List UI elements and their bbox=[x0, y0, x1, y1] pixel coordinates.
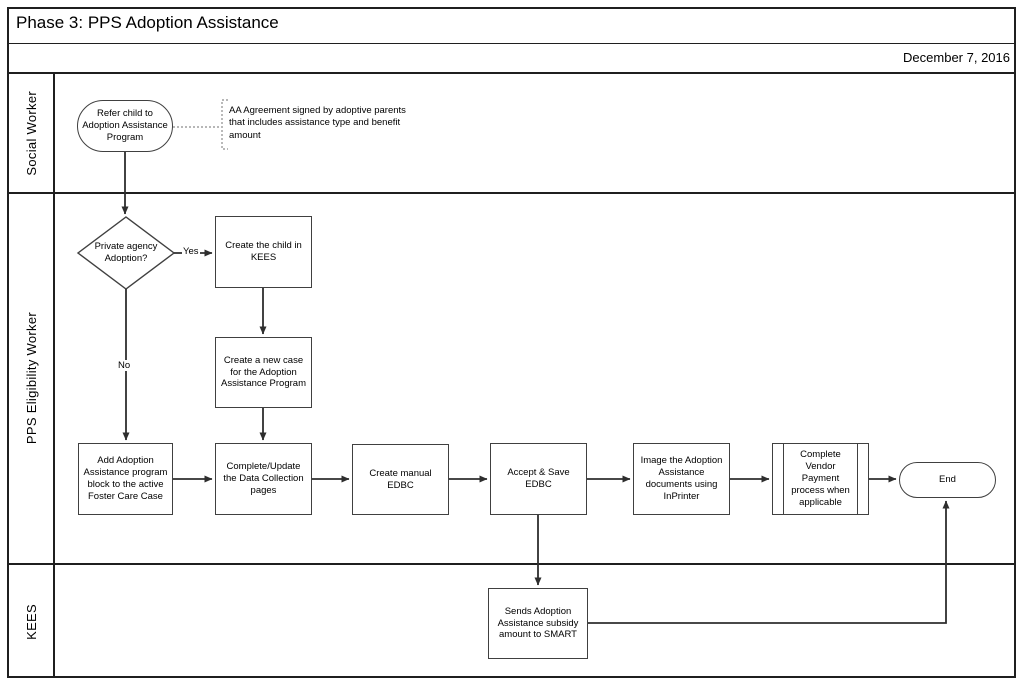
end-node-label: End bbox=[939, 474, 956, 486]
process-create-new-case bbox=[215, 337, 312, 408]
edge-label-yes: Yes bbox=[183, 246, 199, 257]
page-title: Phase 3: PPS Adoption Assistance bbox=[16, 13, 279, 32]
connector-sendsmart-to-end bbox=[588, 501, 946, 623]
start-node bbox=[77, 100, 173, 152]
process-create-child-kees-label: Create the child in KEES bbox=[225, 240, 302, 263]
annotation-bracket bbox=[222, 100, 228, 149]
process-send-smart bbox=[488, 588, 588, 659]
process-accept-save-edbc bbox=[490, 443, 587, 515]
process-create-child-kees bbox=[215, 216, 312, 288]
date-label: December 7, 2016 bbox=[903, 50, 1010, 65]
predefined-vendor-payment bbox=[772, 443, 869, 515]
process-data-collection-label: Complete/Update the Data Collection pages bbox=[223, 461, 304, 496]
end-node bbox=[899, 462, 996, 498]
process-create-manual-edbc-label: Create manual EDBC bbox=[369, 467, 432, 491]
process-send-smart-label: Sends Adoption Assistance subsidy amount to SMART bbox=[497, 605, 579, 641]
process-image-documents bbox=[633, 443, 730, 515]
lane-label-social-worker: Social Worker bbox=[23, 90, 39, 176]
lane-label-kees: KEES bbox=[23, 603, 39, 640]
process-add-program-block-label: Add Adoption Assistance program block to the active Foster Care Case bbox=[83, 455, 168, 502]
annotation-note: AA Agreement signed by adoptive parents that includes assistance type and benefit amount bbox=[229, 105, 406, 141]
process-data-collection bbox=[215, 443, 312, 515]
process-image-documents-label: Image the Adoption Assistance documents using InPrinter bbox=[640, 455, 723, 502]
process-create-new-case-label: Create a new case for the Adoption Assistance Program bbox=[220, 354, 306, 390]
process-create-manual-edbc bbox=[352, 444, 449, 515]
start-node-label: Refer child to Adoption Assistance Program bbox=[82, 108, 168, 143]
predefined-vendor-payment-label: Complete Vendor Payment process when applicable bbox=[791, 449, 850, 508]
process-accept-save-edbc-label: Accept & Save EDBC bbox=[507, 467, 570, 490]
edge-label-no: No bbox=[118, 360, 131, 371]
process-add-program-block bbox=[78, 443, 173, 515]
decision-private-agency: Private agency Adoption? bbox=[94, 241, 158, 264]
lane-label-pps-eligibility-worker: PPS Eligibility Worker bbox=[23, 312, 39, 445]
